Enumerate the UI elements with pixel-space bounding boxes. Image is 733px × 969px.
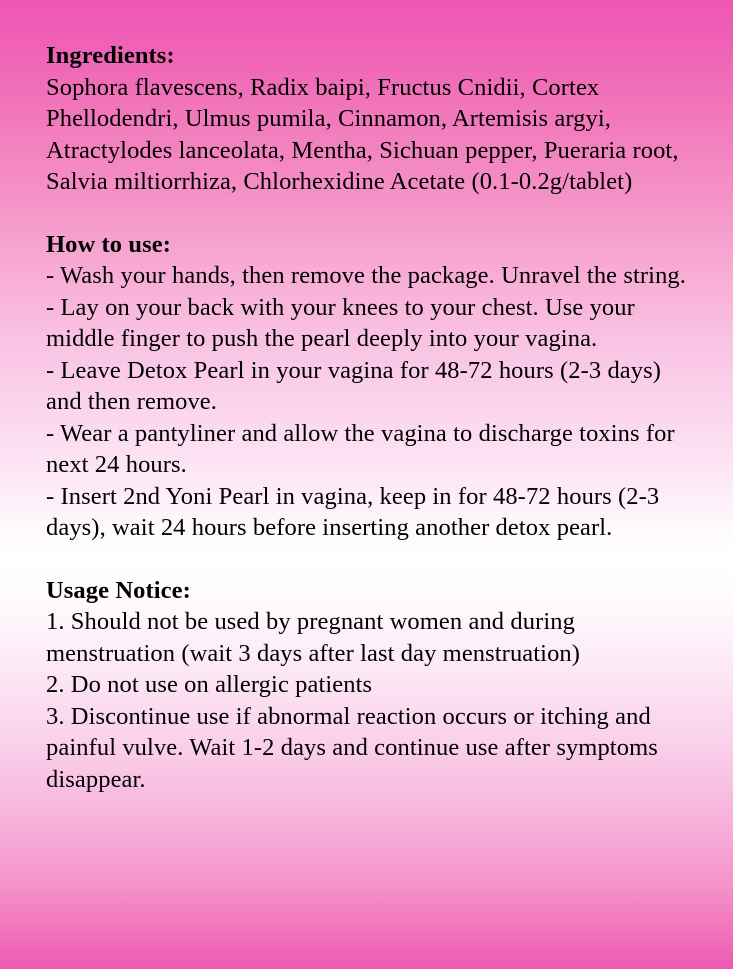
usage-notice-heading: Usage Notice: bbox=[46, 576, 191, 604]
how-to-use-step: - Lay on your back with your knees to your chest. Use your middle finger to push the pearl deeply into your vagina. bbox=[46, 293, 635, 352]
usage-notice-item: 1. Should not be used by pregnant women and during menstruation (wait 3 days after last day menstruation) bbox=[46, 608, 581, 667]
section-usage-notice bbox=[46, 575, 691, 796]
how-to-use-step: - Wear a pantyliner and allow the vagina to discharge toxins for next 24 hours. bbox=[46, 419, 675, 478]
how-to-use-step: - Wash your hands, then remove the package. Unravel the string. bbox=[46, 262, 686, 289]
ingredients-body-text: Sophora flavescens, Radix baipi, Fructus Cnidii, Cortex Phellodendri, Ulmus pumila, Cinnamon, Artemisis argyi, Atractylodes lanceolata, Mentha, Sichuan pepper, Pueraria root, Salvia miltiorrhiza, Chlorhexidine Acetate (0.1-0.2g/tablet) bbox=[46, 73, 679, 195]
section-how-to-use bbox=[46, 229, 691, 544]
how-to-use-step: - Insert 2nd Yoni Pearl in vagina, keep in for 48-72 hours (2-3 days), wait 24 hours before inserting another detox pearl. bbox=[46, 482, 660, 541]
label-text-body bbox=[46, 40, 691, 795]
ingredients-heading: Ingredients: bbox=[46, 42, 175, 69]
how-to-use-heading: How to use: bbox=[46, 230, 171, 258]
how-to-use-step-list bbox=[46, 260, 691, 544]
usage-notice-item: 3. Discontinue use if abnormal reaction occurs or itching and painful vulve. Wait 1-2 days and continue use after symptoms disappear. bbox=[46, 702, 658, 793]
how-to-use-step: - Leave Detox Pearl in your vagina for 48-72 hours (2-3 days) and then remove. bbox=[46, 356, 662, 415]
usage-notice-item: 2. Do not use on allergic patients bbox=[46, 671, 373, 698]
section-ingredients bbox=[46, 40, 691, 198]
usage-notice-list bbox=[46, 606, 691, 795]
